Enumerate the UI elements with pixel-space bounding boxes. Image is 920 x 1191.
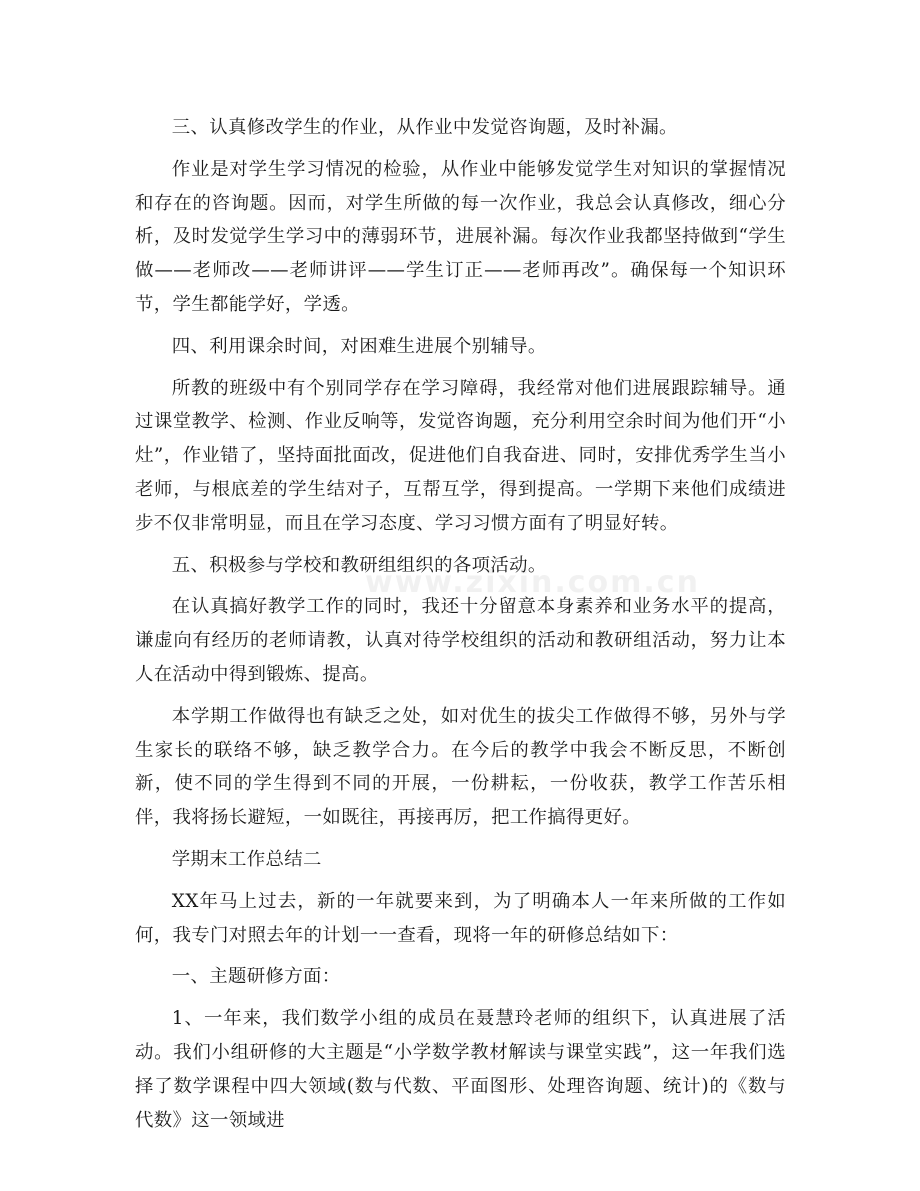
paragraph-homework: 作业是对学生学习情况的检验，从作业中能够发觉学生对知识的掌握情况和存在的咨询题。因而，对学生所做的每一次作业，我总会认真修改，细心分析，及时发觉学生学习中的薄弱环节，进展补漏。每次作业我都坚持做到“学生做——老师改——老师讲评——学生订正——老师再改”。确保每一个知识环节，学生都能学好，学透。 (135, 158, 786, 315)
section-heading-homework: 三、认真修改学生的作业，从作业中发觉咨询题，及时补漏。 (171, 117, 678, 138)
section-heading-tutoring: 四、利用课余时间，对困难生进展个别辅导。 (171, 335, 547, 357)
paragraph-activities: 在认真搞好教学工作的同时，我还十分留意本身素养和业务水平的提高，谦虚向有经历的老师请教，认真对待学校组织的活动和教研组活动，努力让本人在活动中得到锻炼、提高。 (135, 596, 786, 685)
paragraph-shortcomings: 本学期工作做得也有缺乏之处，如对优生的拔尖工作做得不够，另外与学生家长的联络不够，缺乏教学合力。在今后的教学中我会不断反思，不断创新，使不同的学生得到不同的开展，一份耕耘，一份收获，教学工作苦乐相伴，我将扬长避短，一如既往，再接再厉，把工作搞得更好。 (135, 705, 786, 829)
section-heading-activities: 五、积极参与学校和教研组组织的各项活动。 (171, 554, 547, 576)
paragraph-year-intro: XX年马上过去，新的一年就要来到，为了明确本人一年来所做的工作如何，我专门对照去年的计划一一查看，现将一年的研修总结如下： (135, 890, 786, 946)
document-body (135, 111, 786, 1145)
paragraph-topic-study: 1、一年来，我们数学小组的成员在聂慧玲老师的组织下，认真进展了活动。我们小组研修的大主题是“小学数学教材解读与课堂实践”，这一年我们选择了数学课程中四大领域(数与代数、平面图形、处理咨询题、统计)的《数与代数》这一领域进 (135, 1008, 786, 1131)
summary-two-title: 学期末工作总结二 (171, 848, 322, 870)
watermark-text: www.zixin.com.cn (365, 565, 700, 600)
paragraph-tutoring: 所教的班级中有个别同学存在学习障碍，我经常对他们进展跟踪辅导。通过课堂教学、检测、作业反响等，发觉咨询题，充分利用空余时间为他们开“小灶”，作业错了，坚持面批面改，促进他们自我奋进、同时，安排优秀学生当小老师，与根底差的学生结对子，互帮互学，得到提高。一学期下来他们成绩进步不仅非常明显，而且在学习态度、学习习惯方面有了明显好转。 (135, 377, 786, 534)
section-heading-topic-study: 一、主题研修方面： (171, 966, 341, 988)
